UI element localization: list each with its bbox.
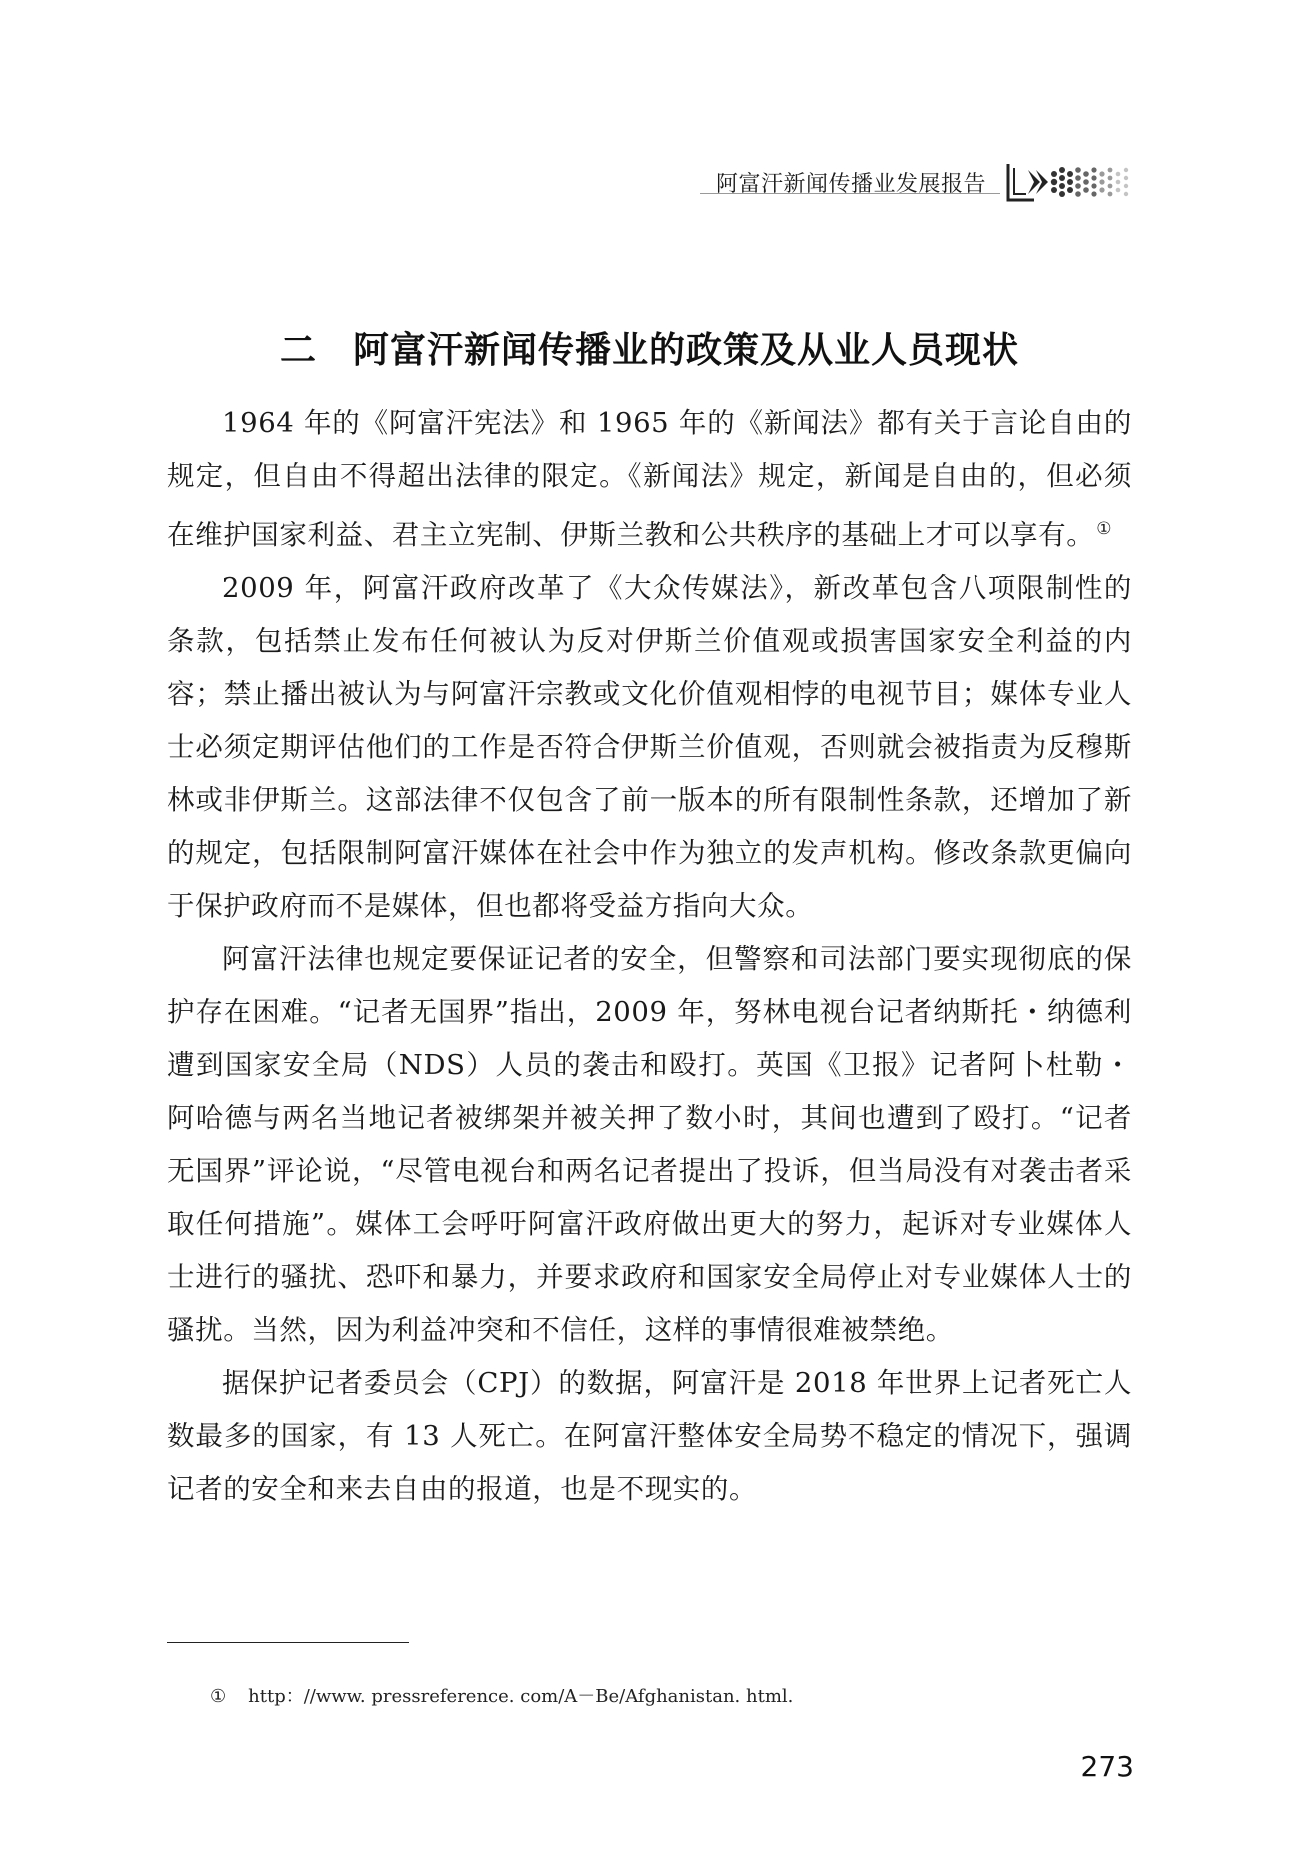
body-text xyxy=(167,397,1132,1516)
section-number: 二 xyxy=(279,329,317,371)
footnote-reference[interactable]: ① xyxy=(1096,519,1113,539)
header-rule xyxy=(700,193,1000,194)
running-header xyxy=(716,160,1134,204)
paragraph xyxy=(167,397,1132,562)
paragraph: 阿富汗法律也规定要保证记者的安全，但警察和司法部门要实现彻底的保护存在困难。“记者无国界”指出，2009 年，努林电视台记者纳斯托・纳德利遭到国家安全局（NDS）人员的袭击和殴打。英国《卫报》记者阿卜杜勒・阿哈德与两名当地记者被绑架并被关押了数小时，其间也遭到了殴打。“记者无国界”评论说，“尽管电视台和两名记者提出了投诉，但当局没有对袭击者采取任何措施”。媒体工会呼吁阿富汗政府做出更大的努力，起诉对专业媒体人士进行的骚扰、恐吓和暴力，并要求政府和国家安全局停止对专业媒体人士的骚扰。当然，因为利益冲突和不信任，这样的事情很难被禁绝。 xyxy=(167,943,1132,1346)
chevron-dot-pattern-icon xyxy=(1004,160,1134,204)
paragraph: 据保护记者委员会（CPJ）的数据，阿富汗是 2018 年世界上记者死亡人数最多的国家，有 13 人死亡。在阿富汗整体安全局势不稳定的情况下，强调记者的安全和来去自由的报道，也是不现实的。 xyxy=(167,1367,1132,1505)
paragraph-text: 1964 年的《阿富汗宪法》和 1965 年的《新闻法》都有关于言论自由的规定，但自由不得超出法律的限定。《新闻法》规定，新闻是自由的，但必须在维护国家利益、君主立宪制、伊斯兰教和公共秩序的基础上才可以享有。 xyxy=(167,407,1132,551)
footnote-mark: ① xyxy=(210,1686,227,1707)
footnote-rule xyxy=(167,1642,409,1643)
paragraph: 2009 年，阿富汗政府改革了《大众传媒法》，新改革包含八项限制性的条款，包括禁止发布任何被认为反对伊斯兰价值观或损害国家安全利益的内容；禁止播出被认为与阿富汗宗教或文化价值观相悖的电视节目；媒体专业人士必须定期评估他们的工作是否符合伊斯兰价值观，否则就会被指责为反穆斯林或非伊斯兰。这部法律不仅包含了前一版本的所有限制性条款，还增加了新的规定，包括限制阿富汗媒体在社会中作为独立的发声机构。修改条款更偏向于保护政府而不是媒体，但也都将受益方指向大众。 xyxy=(167,572,1132,922)
running-title: 阿富汗新闻传播业发展报告 xyxy=(715,171,986,197)
footnote-text: http：//www. pressreference. com/A－Be/Afghanistan. html. xyxy=(248,1686,794,1707)
section-title-text: 阿富汗新闻传播业的政策及从业人员现状 xyxy=(353,329,1020,371)
footnote xyxy=(210,1682,793,1708)
page-number: 273 xyxy=(1080,1750,1134,1783)
section-title xyxy=(0,322,1299,373)
